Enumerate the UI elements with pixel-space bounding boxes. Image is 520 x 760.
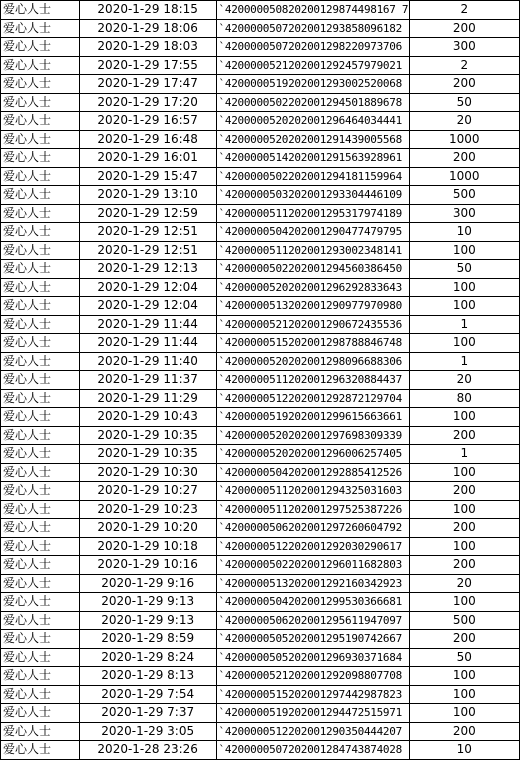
donor-name-cell: 爱心人士 — [1, 93, 80, 112]
transaction-id-cell: `4200000502202001294501889678 — [216, 93, 409, 112]
amount-cell: 200 — [409, 426, 519, 445]
donation-time-cell: 2020-1-29 12:51 — [79, 223, 216, 242]
table-row — [1, 482, 520, 501]
donation-time-cell: 2020-1-29 11:44 — [79, 315, 216, 334]
donor-name-cell: 爱心人士 — [1, 463, 80, 482]
donor-name-cell: 爱心人士 — [1, 167, 80, 186]
table-row — [1, 593, 520, 612]
donor-name-cell: 爱心人士 — [1, 648, 80, 667]
donation-time-cell: 2020-1-29 10:35 — [79, 445, 216, 464]
transaction-id-cell: `4200000512202001290350444207 — [216, 722, 409, 741]
donation-table-body — [1, 1, 520, 760]
donation-time-cell: 2020-1-28 23:26 — [79, 741, 216, 760]
table-row — [1, 75, 520, 94]
amount-cell: 500 — [409, 611, 519, 630]
donation-time-cell: 2020-1-29 16:48 — [79, 130, 216, 149]
transaction-id-cell: `4200000515202001297442987823 — [216, 685, 409, 704]
transaction-id-cell: `4200000521202001292098807708 — [216, 667, 409, 686]
table-row — [1, 260, 520, 279]
amount-cell: 80 — [409, 389, 519, 408]
donor-name-cell: 爱心人士 — [1, 56, 80, 75]
amount-cell: 200 — [409, 19, 519, 38]
donor-name-cell: 爱心人士 — [1, 204, 80, 223]
amount-cell: 100 — [409, 408, 519, 427]
table-row — [1, 630, 520, 649]
transaction-id-cell: `4200000504202001290477479795 — [216, 223, 409, 242]
donor-name-cell: 爱心人士 — [1, 445, 80, 464]
table-row — [1, 741, 520, 760]
table-row — [1, 352, 520, 371]
table-row — [1, 537, 520, 556]
transaction-id-cell: `4200000520202001296006257405 — [216, 445, 409, 464]
donor-name-cell: 爱心人士 — [1, 426, 80, 445]
table-row — [1, 519, 520, 538]
transaction-id-cell: `4200000506202001297260604792 — [216, 519, 409, 538]
amount-cell: 20 — [409, 112, 519, 131]
transaction-id-cell: `4200000515202001298788846748 — [216, 334, 409, 353]
transaction-id-cell: `4200000505202001296930371684 — [216, 648, 409, 667]
transaction-id-cell: `4200000520202001291439005568 — [216, 130, 409, 149]
donor-name-cell: 爱心人士 — [1, 519, 80, 538]
amount-cell: 100 — [409, 667, 519, 686]
donor-name-cell: 爱心人士 — [1, 38, 80, 57]
donor-name-cell: 爱心人士 — [1, 741, 80, 760]
amount-cell: 100 — [409, 500, 519, 519]
donation-time-cell: 2020-1-29 8:59 — [79, 630, 216, 649]
donor-name-cell: 爱心人士 — [1, 630, 80, 649]
transaction-id-cell: `4200000520202001296292833643 — [216, 278, 409, 297]
transaction-id-cell: `4200000513202001292160342923 — [216, 574, 409, 593]
transaction-id-cell: `4200000519202001299615663661 — [216, 408, 409, 427]
table-row — [1, 408, 520, 427]
donation-time-cell: 2020-1-29 10:23 — [79, 500, 216, 519]
table-row — [1, 500, 520, 519]
donation-time-cell: 2020-1-29 10:43 — [79, 408, 216, 427]
amount-cell: 1000 — [409, 130, 519, 149]
donation-time-cell: 2020-1-29 10:20 — [79, 519, 216, 538]
transaction-id-cell: `4200000506202001295611947097 — [216, 611, 409, 630]
donor-name-cell: 爱心人士 — [1, 260, 80, 279]
amount-cell: 200 — [409, 722, 519, 741]
amount-cell: 50 — [409, 93, 519, 112]
amount-cell: 200 — [409, 630, 519, 649]
amount-cell: 100 — [409, 685, 519, 704]
transaction-id-cell: `4200000502202001294560386450 — [216, 260, 409, 279]
donor-name-cell: 爱心人士 — [1, 315, 80, 334]
table-row — [1, 445, 520, 464]
amount-cell: 100 — [409, 334, 519, 353]
donation-time-cell: 2020-1-29 11:44 — [79, 334, 216, 353]
amount-cell: 200 — [409, 75, 519, 94]
amount-cell: 20 — [409, 371, 519, 390]
donor-name-cell: 爱心人士 — [1, 352, 80, 371]
transaction-id-cell: `4200000520202001298096688306 — [216, 352, 409, 371]
donation-time-cell: 2020-1-29 9:13 — [79, 611, 216, 630]
table-row — [1, 38, 520, 57]
donation-time-cell: 2020-1-29 11:29 — [79, 389, 216, 408]
donor-name-cell: 爱心人士 — [1, 556, 80, 575]
amount-cell: 50 — [409, 260, 519, 279]
transaction-id-cell: `4200000507202001298220973706 — [216, 38, 409, 57]
transaction-id-cell: `4200000514202001291563928961 — [216, 149, 409, 168]
table-row — [1, 371, 520, 390]
table-row — [1, 685, 520, 704]
amount-cell: 300 — [409, 38, 519, 57]
table-row — [1, 722, 520, 741]
amount-cell: 200 — [409, 556, 519, 575]
transaction-id-cell: `4200000502202001294181159964 — [216, 167, 409, 186]
donation-time-cell: 2020-1-29 12:51 — [79, 241, 216, 260]
table-row — [1, 130, 520, 149]
transaction-id-cell: `4200000511202001295317974189 — [216, 204, 409, 223]
donor-name-cell: 爱心人士 — [1, 667, 80, 686]
donation-time-cell: 2020-1-29 12:59 — [79, 204, 216, 223]
amount-cell: 1 — [409, 352, 519, 371]
donor-name-cell: 爱心人士 — [1, 389, 80, 408]
donation-time-cell: 2020-1-29 17:20 — [79, 93, 216, 112]
donation-time-cell: 2020-1-29 9:13 — [79, 593, 216, 612]
transaction-id-cell: `4200000505202001295190742667 — [216, 630, 409, 649]
table-row — [1, 574, 520, 593]
donation-time-cell: 2020-1-29 16:01 — [79, 149, 216, 168]
table-row — [1, 241, 520, 260]
transaction-id-cell: `4200000521202001290672435536 — [216, 315, 409, 334]
transaction-id-cell: `4200000521202001292457979021 — [216, 56, 409, 75]
donation-time-cell: 2020-1-29 18:15 — [79, 1, 216, 20]
amount-cell: 1 — [409, 315, 519, 334]
amount-cell: 100 — [409, 593, 519, 612]
donation-time-cell: 2020-1-29 16:57 — [79, 112, 216, 131]
donation-time-cell: 2020-1-29 12:04 — [79, 297, 216, 316]
donation-time-cell: 2020-1-29 17:55 — [79, 56, 216, 75]
table-row — [1, 93, 520, 112]
amount-cell: 100 — [409, 241, 519, 260]
amount-cell: 100 — [409, 537, 519, 556]
donor-name-cell: 爱心人士 — [1, 241, 80, 260]
donation-time-cell: 2020-1-29 8:24 — [79, 648, 216, 667]
transaction-id-cell: `4200000512202001292872129704 — [216, 389, 409, 408]
table-row — [1, 667, 520, 686]
transaction-id-cell: `4200000519202001294472515971 — [216, 704, 409, 723]
donation-time-cell: 2020-1-29 11:37 — [79, 371, 216, 390]
amount-cell: 10 — [409, 223, 519, 242]
transaction-id-cell: `4200000504202001292885412526 — [216, 463, 409, 482]
transaction-id-cell: `4200000507202001284743874028 — [216, 741, 409, 760]
donor-name-cell: 爱心人士 — [1, 278, 80, 297]
amount-cell: 1000 — [409, 167, 519, 186]
donor-name-cell: 爱心人士 — [1, 223, 80, 242]
transaction-id-cell: `4200000511202001296320884437 — [216, 371, 409, 390]
donor-name-cell: 爱心人士 — [1, 371, 80, 390]
donor-name-cell: 爱心人士 — [1, 574, 80, 593]
donation-time-cell: 2020-1-29 12:04 — [79, 278, 216, 297]
table-row — [1, 426, 520, 445]
donor-name-cell: 爱心人士 — [1, 75, 80, 94]
donation-time-cell: 2020-1-29 12:13 — [79, 260, 216, 279]
donation-time-cell: 2020-1-29 8:13 — [79, 667, 216, 686]
transaction-id-cell: `4200000511202001293002348141 — [216, 241, 409, 260]
amount-cell: 100 — [409, 297, 519, 316]
transaction-id-cell: `420000050820200129874498167 7 — [216, 1, 409, 20]
table-row — [1, 149, 520, 168]
table-row — [1, 223, 520, 242]
amount-cell: 100 — [409, 704, 519, 723]
table-row — [1, 56, 520, 75]
donation-time-cell: 2020-1-29 10:35 — [79, 426, 216, 445]
donation-time-cell: 2020-1-29 13:10 — [79, 186, 216, 205]
table-row — [1, 648, 520, 667]
table-row — [1, 112, 520, 131]
table-row — [1, 278, 520, 297]
donor-name-cell: 爱心人士 — [1, 482, 80, 501]
donation-time-cell: 2020-1-29 7:54 — [79, 685, 216, 704]
table-row — [1, 611, 520, 630]
transaction-id-cell: `4200000502202001296011682803 — [216, 556, 409, 575]
amount-cell: 10 — [409, 741, 519, 760]
transaction-id-cell: `4200000503202001293304446109 — [216, 186, 409, 205]
amount-cell: 200 — [409, 482, 519, 501]
donation-time-cell: 2020-1-29 15:47 — [79, 167, 216, 186]
donation-time-cell: 2020-1-29 11:40 — [79, 352, 216, 371]
transaction-id-cell: `4200000520202001297698309339 — [216, 426, 409, 445]
table-row — [1, 389, 520, 408]
table-row — [1, 167, 520, 186]
table-row — [1, 556, 520, 575]
donation-time-cell: 2020-1-29 17:47 — [79, 75, 216, 94]
donation-time-cell: 2020-1-29 3:05 — [79, 722, 216, 741]
amount-cell: 2 — [409, 1, 519, 20]
table-row — [1, 334, 520, 353]
donor-name-cell: 爱心人士 — [1, 685, 80, 704]
donation-time-cell: 2020-1-29 9:16 — [79, 574, 216, 593]
amount-cell: 2 — [409, 56, 519, 75]
donor-name-cell: 爱心人士 — [1, 1, 80, 20]
table-row — [1, 19, 520, 38]
donor-name-cell: 爱心人士 — [1, 537, 80, 556]
amount-cell: 50 — [409, 648, 519, 667]
transaction-id-cell: `4200000513202001290977970980 — [216, 297, 409, 316]
amount-cell: 200 — [409, 519, 519, 538]
donor-name-cell: 爱心人士 — [1, 611, 80, 630]
transaction-id-cell: `4200000520202001296464034441 — [216, 112, 409, 131]
donor-name-cell: 爱心人士 — [1, 112, 80, 131]
donor-name-cell: 爱心人士 — [1, 500, 80, 519]
donor-name-cell: 爱心人士 — [1, 19, 80, 38]
transaction-id-cell: `4200000511202001297525387226 — [216, 500, 409, 519]
donor-name-cell: 爱心人士 — [1, 704, 80, 723]
donor-name-cell: 爱心人士 — [1, 297, 80, 316]
donation-time-cell: 2020-1-29 10:27 — [79, 482, 216, 501]
donation-time-cell: 2020-1-29 10:18 — [79, 537, 216, 556]
table-row — [1, 204, 520, 223]
donor-name-cell: 爱心人士 — [1, 149, 80, 168]
donor-name-cell: 爱心人士 — [1, 186, 80, 205]
donation-time-cell: 2020-1-29 18:06 — [79, 19, 216, 38]
table-row — [1, 186, 520, 205]
donor-name-cell: 爱心人士 — [1, 130, 80, 149]
donor-name-cell: 爱心人士 — [1, 593, 80, 612]
transaction-id-cell: `4200000511202001294325031603 — [216, 482, 409, 501]
transaction-id-cell: `4200000507202001293858096182 — [216, 19, 409, 38]
amount-cell: 500 — [409, 186, 519, 205]
transaction-id-cell: `4200000512202001292030290617 — [216, 537, 409, 556]
donor-name-cell: 爱心人士 — [1, 334, 80, 353]
transaction-id-cell: `4200000519202001293002520068 — [216, 75, 409, 94]
table-row — [1, 463, 520, 482]
donor-name-cell: 爱心人士 — [1, 722, 80, 741]
amount-cell: 200 — [409, 149, 519, 168]
table-row — [1, 315, 520, 334]
amount-cell: 100 — [409, 463, 519, 482]
table-row — [1, 297, 520, 316]
transaction-id-cell: `4200000504202001299530366681 — [216, 593, 409, 612]
amount-cell: 20 — [409, 574, 519, 593]
donation-time-cell: 2020-1-29 18:03 — [79, 38, 216, 57]
amount-cell: 300 — [409, 204, 519, 223]
amount-cell: 1 — [409, 445, 519, 464]
donation-time-cell: 2020-1-29 10:30 — [79, 463, 216, 482]
amount-cell: 100 — [409, 278, 519, 297]
table-row — [1, 704, 520, 723]
donation-time-cell: 2020-1-29 7:37 — [79, 704, 216, 723]
table-row — [1, 1, 520, 20]
donor-name-cell: 爱心人士 — [1, 408, 80, 427]
donation-time-cell: 2020-1-29 10:16 — [79, 556, 216, 575]
